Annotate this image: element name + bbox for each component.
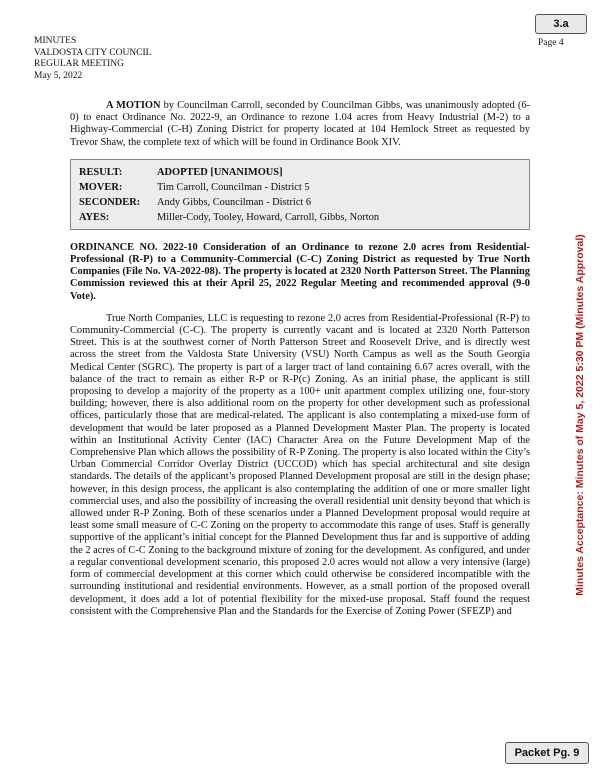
mover-key: MOVER: [79, 181, 123, 193]
seconder-value: Andy Gibbs, Councilman - District 6 [157, 196, 312, 208]
result-key: RESULT: [79, 166, 123, 178]
motion-lead: A MOTION [106, 100, 161, 111]
seconder-row [79, 195, 521, 210]
mover-value: Tim Carroll, Councilman - District 5 [157, 181, 310, 193]
ayes-row [79, 210, 521, 225]
mover-row [79, 180, 521, 195]
page-number: Page 4 [538, 38, 564, 48]
header-line-minutes: MINUTES [34, 36, 77, 46]
header-line-council: VALDOSTA CITY COUNCIL [34, 47, 152, 58]
ordinance-heading: ORDINANCE NO. 2022-10 Consideration of an Ordinance to rezone 2.0 acres from Residential-Professional (R-P) to a Community-Commercial (C-C) Zoning District as requested by True North Companies (File No. VA-2022-08). The property is located at 2320 North Patterson Street. The Planning Commission reviewed this at their April 25, 2022 Regular Meeting and recommended approval (9-0 Vote). [70, 241, 530, 302]
ordinance-body-paragraph: True North Companies, LLC is requesting to rezone 2.0 acres from Residential-Professional (R-P) to Community-Commercial (C-C). The property is currently vacant and is located at 2320 North Patterson Street. This is at the southwest corner of North Patterson Street and Roosevelt Drive, and is directly west across the street from the Valdosta State University (VSU) North Campus as well as the South Georgia Medical Center (SGRC). The property is part of a larger tract of land containing 6.67 acres overall, with the balance of the tract to remain as either R-P or R-P(c) Zoning. As an initial phase, the applicant is still proposing to develop a majority of the property as a 100+ unit apartment complex utilizing one, four-story building; however, there is also additional room on the property for other development such as professional offices, particularly those that are medical-related. The applicant is also contemplating a mixed-use form of development that would be later proposed as a Planned Development Master Plan. The property is located within an Institutional Activity Center (IAC) Character Area on the Future Development Map of the Comprehensive Plan which allows the possibility of R-P Zoning. The property is also located within the City’s Urban Commercial Corridor Overlay District (UCCOD) which has special architectural and site design standards. The details of the applicant’s proposed Planned Development proposal are still in the design phase; however, in this design process, the applicant is also contemplating the addition of one or more smaller light commercial uses, and also the possibility of increasing the overall residential unit density beyond that which is allowed under R-P Zoning. Both of these scenarios under a Planned Development proposal would require at least some small measure of C-C Zoning on the property to accommodate this range of uses. Staff is generally supportive of the applicant’s initial concept for the Planned Development thus far and is supportive of adding the 2 acres of C-C Zoning to the background mixture of zoning for the development. As configured, and under a regular conventional development scenario, this proposed 2.0 acres would not allow a very intensive (large) form of commercial development at this corner which could otherwise be considered incompatible with the surrounding institutional and residential environments. However, as a small portion of the proposed overall development, it does add a lot of potential flexibility for the mixed-use proposal. Staff found the request consistent with the Comprehensive Plan and the Standards for the Exercise of Zoning Power (SFEZP) and [70, 312, 530, 617]
result-row [79, 165, 521, 180]
seconder-key: SECONDER: [79, 196, 141, 208]
result-value: ADOPTED [UNANIMOUS] [157, 166, 283, 178]
packet-page-label: Packet Pg. 9 [505, 742, 589, 764]
document-header [34, 36, 151, 82]
agenda-item-tag: 3.a [535, 14, 587, 34]
vote-result-box [70, 159, 530, 230]
header-line-meeting: REGULAR MEETING [34, 59, 124, 69]
minutes-acceptance-stamp: Minutes Acceptance: Minutes of May 5, 2022 5:30 PM (Minutes Approval) [574, 234, 586, 596]
minutes-content [70, 100, 530, 618]
ayes-value: Miller-Cody, Tooley, Howard, Carroll, Gibbs, Norton [157, 211, 380, 223]
header-line-date: May 5, 2022 [34, 70, 83, 81]
motion-text: by Councilman Carroll, seconded by Councilman Gibbs, was unanimously adopted (6-0) to enact Ordinance No. 2022-9, an Ordinance to rezone 1.04 acres from Heavy Industrial (M-2) to a Highway-Commercial (C-H) Zoning District for property located at 104 Hemlock Street as requested by Trevor Shaw, the complete text of which will be found in Ordinance Book XIV. [70, 100, 531, 148]
ayes-key: AYES: [79, 211, 110, 223]
motion-paragraph [70, 100, 530, 149]
